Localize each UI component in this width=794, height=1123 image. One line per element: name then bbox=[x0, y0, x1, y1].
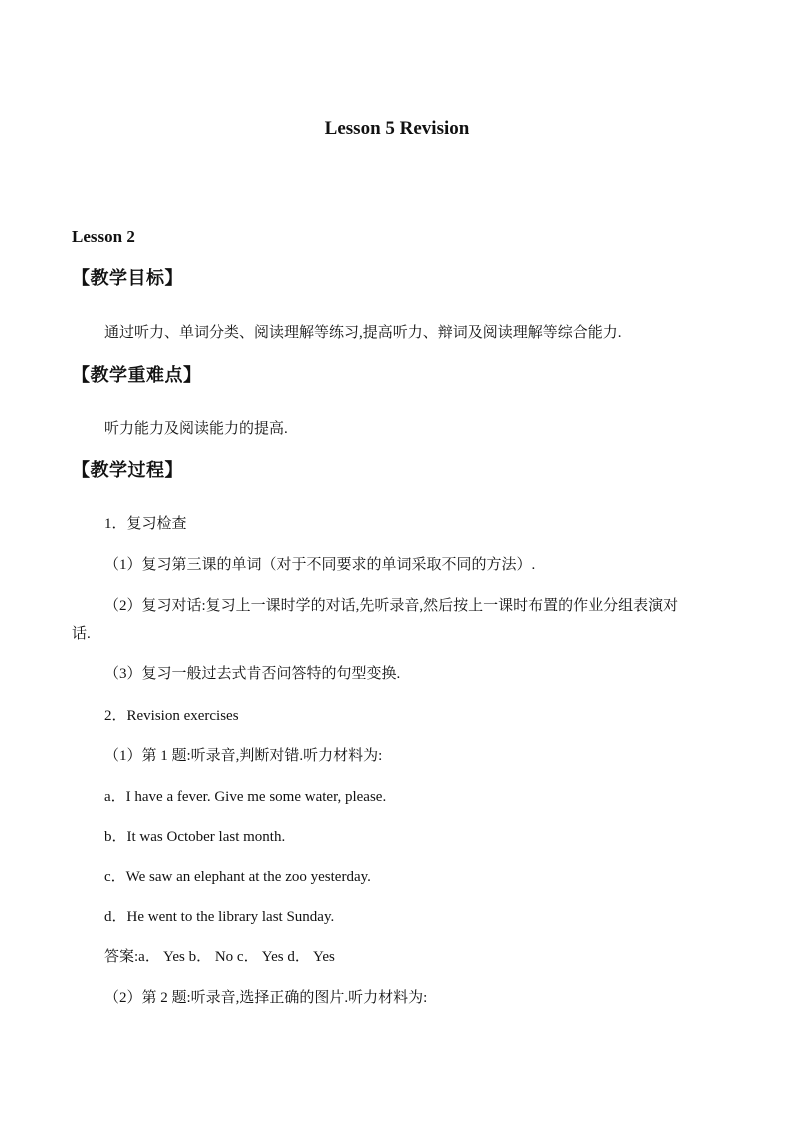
process-item-1-1: （1）复习第三课的单词（对于不同要求的单词采取不同的方法）. bbox=[104, 557, 536, 573]
key-text: 听力能力及阅读能力的提高. bbox=[104, 421, 288, 437]
process-item-1-3: （3）复习一般过去式肯否问答特的句型变换. bbox=[104, 666, 401, 682]
process-item-1-2-continued: 话. bbox=[72, 626, 91, 642]
page-title: Lesson 5 Revision bbox=[324, 118, 470, 139]
process-heading: 【教学过程】 bbox=[72, 460, 183, 481]
process-item-2: 2．Revision exercises bbox=[104, 708, 239, 724]
goal-heading: 【教学目标】 bbox=[72, 268, 183, 289]
lesson-label: Lesson 2 bbox=[72, 227, 135, 246]
listening-sentence-c: c．We saw an elephant at the zoo yesterday. bbox=[104, 869, 371, 885]
process-item-2-1: （1）第 1 题:听录音,判断对错.听力材料为: bbox=[104, 748, 383, 764]
listening-sentence-a: a．I have a fever. Give me some water, please. bbox=[104, 789, 387, 805]
listening-sentence-d: d．He went to the library last Sunday. bbox=[104, 909, 335, 925]
listening-sentence-b: b．It was October last month. bbox=[104, 829, 286, 845]
process-item-1-2: （2）复习对话:复习上一课时学的对话,先听录音,然后按上一课时布置的作业分组表演对 bbox=[104, 598, 679, 614]
process-item-2-2: （2）第 2 题:听录音,选择正确的图片.听力材料为: bbox=[104, 990, 428, 1006]
key-heading: 【教学重难点】 bbox=[72, 365, 202, 386]
goal-text: 通过听力、单词分类、阅读理解等练习,提高听力、辩词及阅读理解等综合能力. bbox=[104, 325, 622, 341]
process-item-1: 1．复习检查 bbox=[104, 516, 187, 532]
answer-line: 答案:a． Yes b． No c． Yes d． Yes bbox=[104, 949, 335, 965]
